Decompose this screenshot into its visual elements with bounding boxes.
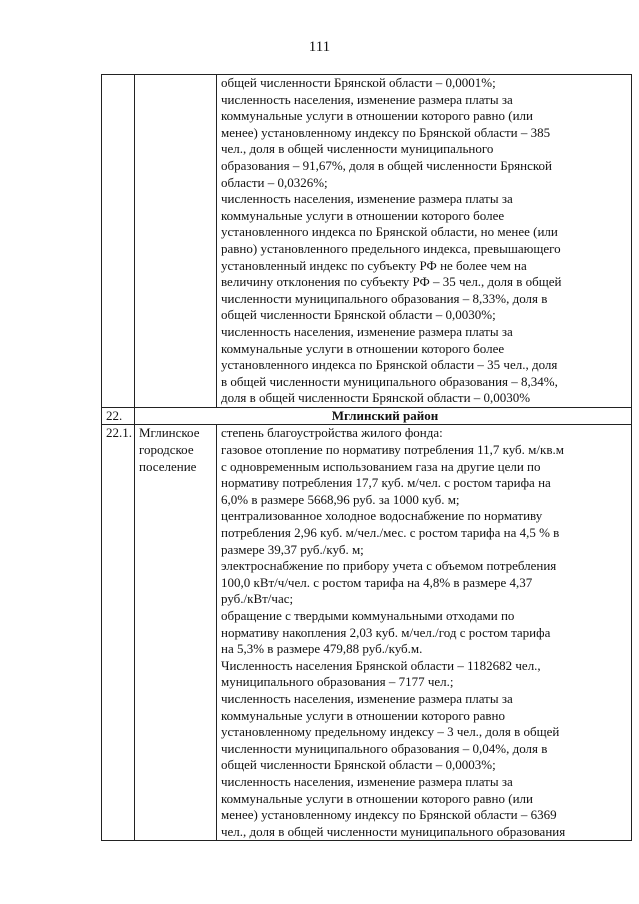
text-line: с одновременным использованием газа на другие цели по [221, 458, 541, 474]
text-line: нормативу потребления 17,7 куб. м/чел. с ростом тарифа на [221, 475, 551, 491]
text-line: общей численности Брянской области – 0,0003%; [221, 757, 496, 773]
row-number-cell [102, 75, 135, 408]
document-table [101, 74, 632, 841]
text-line: установленный индекс по субъекту РФ не более чем на [221, 257, 527, 273]
text-line: чел., доля в общей численности муниципального [221, 141, 494, 157]
text-line: 6,0% в размере 5668,96 руб. за 1000 куб. м; [221, 491, 460, 507]
section-title: Мглинский район [135, 407, 632, 425]
table-row-continuation [102, 75, 632, 408]
text-line: коммунальные услуги в отношении которого более [221, 207, 505, 223]
text-line: Численность населения Брянской области – 1182682 чел., [221, 657, 541, 673]
text-line: общей численности Брянской области – 0,0030%; [221, 307, 496, 323]
text-line: менее) установленному индексу по Брянской области – 385 [221, 124, 551, 140]
description-cell [217, 425, 632, 841]
text-line: численности муниципального образования – 8,33%, доля в [221, 290, 548, 306]
text-line: менее) установленному индексу по Брянской области – 6369 [221, 807, 557, 823]
text-line: численность населения, изменение размера платы за [221, 690, 513, 706]
text-line: величину отклонения по субъекту РФ – 35 чел., доля в общей [221, 274, 562, 290]
text-line: коммунальные услуги в отношении которого равно (или [221, 790, 533, 806]
text-line: степень благоустройства жилого фонда: [221, 425, 443, 441]
text-line: равно) установленного предельного индекса, превышающего [221, 240, 561, 256]
text-line: в общей численности муниципального образования – 8,34%, [221, 373, 558, 389]
text-line: установленного индекса по Брянской области – 35 чел., доля [221, 357, 558, 373]
text-line: доля в общей численности Брянской области – 0,0030% [221, 390, 531, 406]
text-line: электроснабжение по прибору учета с объемом потребления [221, 558, 557, 574]
text-line: размере 39,37 руб./куб. м; [221, 541, 364, 557]
page-number: 111 [308, 39, 331, 55]
text-line: численность населения, изменение размера платы за [221, 91, 513, 107]
text-line: численности муниципального образования – 0,04%, доля в [221, 740, 548, 756]
municipality-name-cell [135, 75, 217, 408]
municipality-name-cell [135, 425, 217, 841]
municipality-name-line: городское [139, 442, 194, 458]
table-row-entry [102, 425, 632, 841]
table-row-section [102, 407, 632, 425]
text-line: установленного индекса по Брянской области, но менее (или [221, 224, 558, 240]
text-line: обращение с твердыми коммунальными отходами по [221, 608, 515, 623]
municipality-name-line: Мглинское [139, 425, 200, 441]
text-line: области – 0,0326%; [221, 174, 328, 190]
municipality-name-line: поселение [139, 458, 197, 474]
text-line: коммунальные услуги в отношении которого равно (или [221, 108, 533, 124]
description-cell [217, 75, 632, 408]
text-line: газовое отопление по нормативу потребления 11,7 куб. м/кв.м [221, 442, 564, 458]
text-line: общей численности Брянской области – 0,0001%; [221, 75, 496, 90]
text-line: коммунальные услуги в отношении которого более [221, 340, 505, 356]
text-line: чел., доля в общей численности муниципального образования [221, 823, 566, 839]
text-line: руб./кВт/час; [221, 591, 294, 607]
text-line: на 5,3% в размере 479,88 руб./куб.м. [221, 641, 423, 657]
entry-number: 22.1. [102, 425, 135, 841]
text-line: численность населения, изменение размера платы за [221, 773, 513, 789]
text-line: численность населения, изменение размера платы за [221, 191, 513, 207]
section-number: 22. [102, 407, 135, 425]
text-line: численность населения, изменение размера платы за [221, 323, 513, 339]
text-line: установленному предельному индексу – 3 чел., доля в общей [221, 724, 560, 740]
text-line: образования – 91,67%, доля в общей численности Брянской [221, 157, 553, 173]
text-line: централизованное холодное водоснабжение по нормативу [221, 508, 543, 524]
text-line: коммунальные услуги в отношении которого равно [221, 707, 506, 723]
text-line: потребления 2,96 куб. м/чел./мес. с ростом тарифа на 4,5 % в [221, 525, 560, 541]
text-line: 100,0 кВт/ч/чел. с ростом тарифа на 4,8% в размере 4,37 [221, 574, 533, 590]
text-line: нормативу накопления 2,03 куб. м/чел./год с ростом тарифа [221, 624, 551, 640]
text-line: муниципального образования – 7177 чел.; [221, 674, 454, 690]
